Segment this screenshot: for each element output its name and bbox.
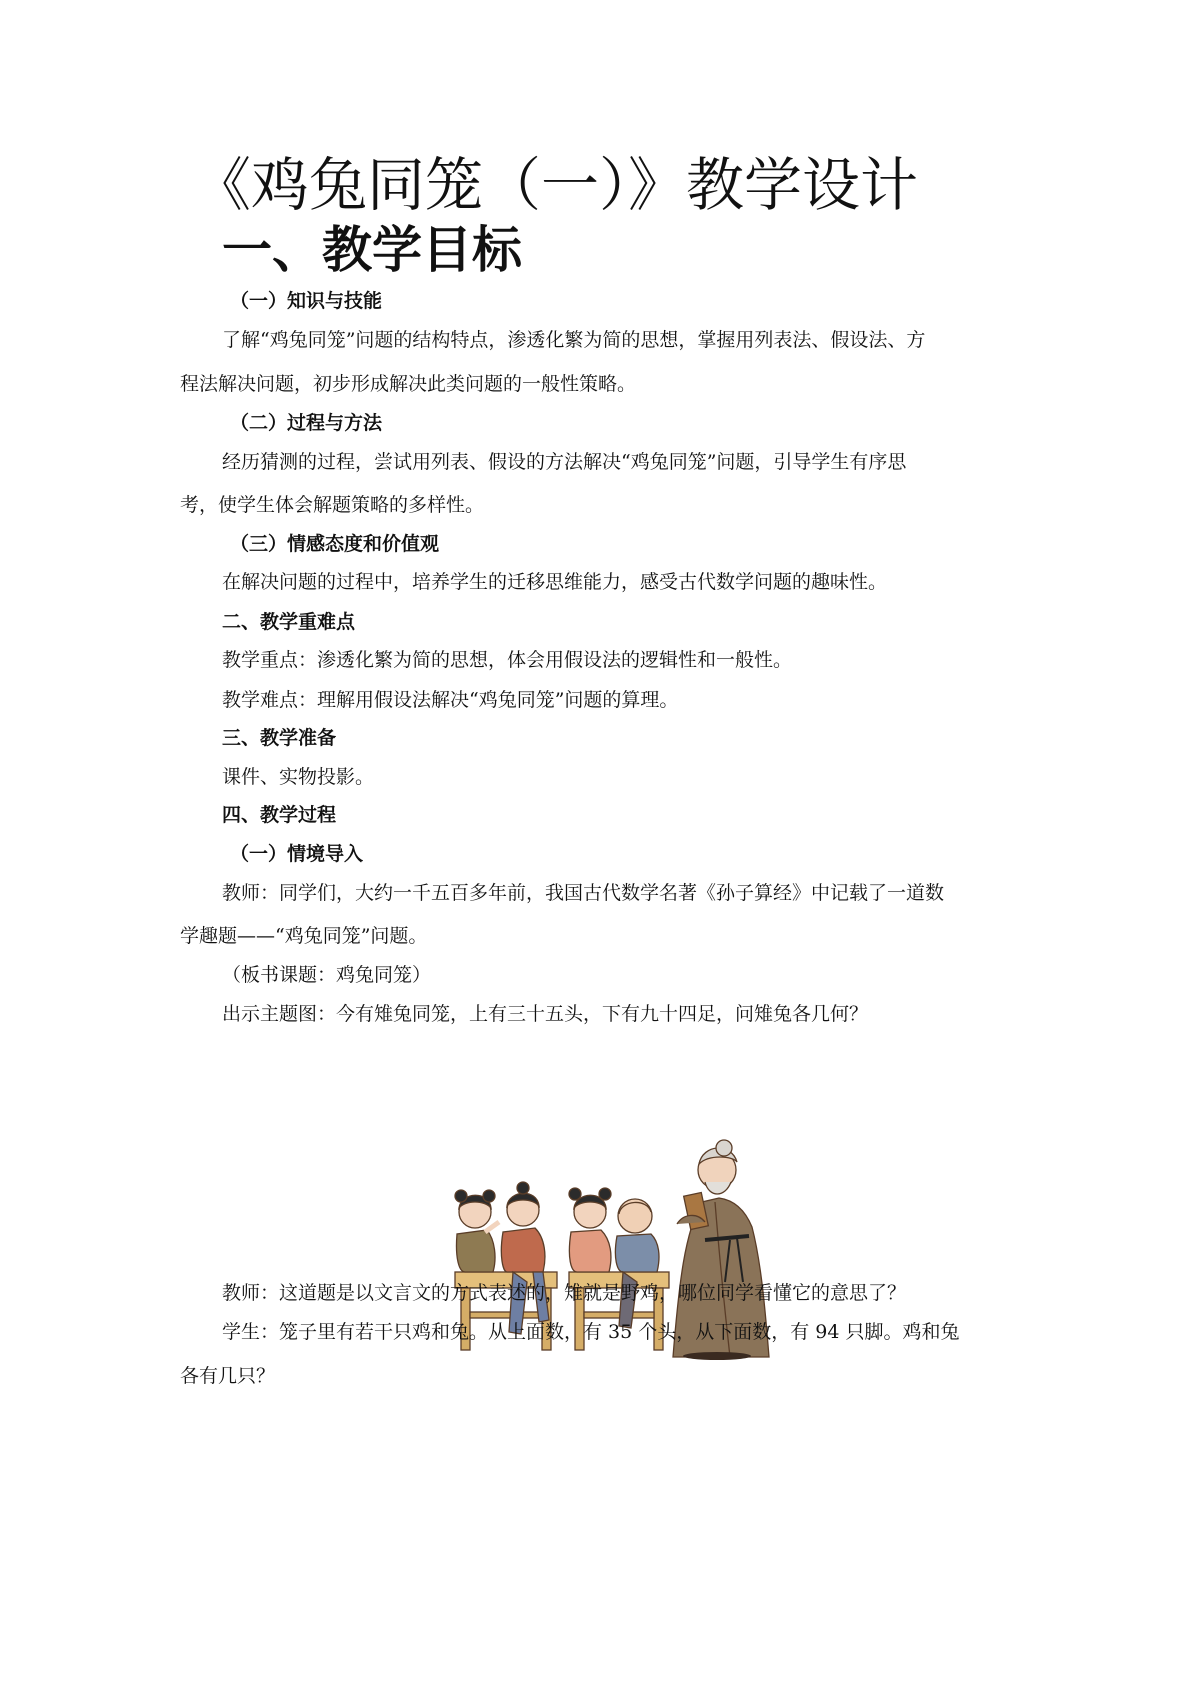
section-heading-process: 四、教学过程	[222, 804, 337, 826]
paragraph-line: 出示主题图：今有雉兔同笼，上有三十五头，下有九十四足，问雉兔各几何？	[222, 1003, 869, 1025]
paragraph-line: 经历猜测的过程，尝试用列表、假设的方法解决“鸡兔同笼”问题，引导学生有序思	[222, 451, 907, 473]
paragraph-line: 考，使学生体会解题策略的多样性。	[180, 494, 485, 516]
section-heading-objectives: 一、教学目标	[222, 220, 522, 279]
paragraph-line: 课件、实物投影。	[222, 766, 375, 788]
section-heading-preparation: 三、教学准备	[222, 727, 337, 749]
subheading-introduction: （一）情境导入	[230, 843, 364, 865]
paragraph-line: （板书课题：鸡兔同笼）	[222, 964, 432, 986]
document-title: 《鸡兔同笼（一）》教学设计	[193, 151, 919, 219]
paragraph-line: 教师：这道题是以文言文的方式表述的，雉就是野鸡，哪位同学看懂它的意思了？	[222, 1282, 907, 1304]
paragraph-line: 在解决问题的过程中，培养学生的迁移思维能力，感受古代数学问题的趣味性。	[222, 571, 888, 593]
paragraph-line: 程法解决问题，初步形成解决此类问题的一般性策略。	[180, 373, 637, 395]
subheading-knowledge-skills: （一）知识与技能	[230, 290, 383, 312]
paragraph-line: 了解“鸡兔同笼”问题的结构特点，渗透化繁为简的思想，掌握用列表法、假设法、方	[222, 329, 926, 351]
section-heading-key-points: 二、教学重难点	[222, 611, 356, 633]
paragraph-line: 教学重点：渗透化繁为简的思想，体会用假设法的逻辑性和一般性。	[222, 649, 793, 671]
subheading-attitude-values: （三）情感态度和价值观	[230, 533, 440, 555]
paragraph-line: 学趣题——“鸡兔同笼”问题。	[180, 925, 428, 947]
paragraph-line: 学生：笼子里有若干只鸡和兔。从上面数，有 35 个头，从下面数，有 94 只脚。鸡和兔	[222, 1321, 960, 1343]
subheading-process-method: （二）过程与方法	[230, 412, 383, 434]
paragraph-line: 教师：同学们，大约一千五百多年前，我国古代数学名著《孙子算经》中记载了一道数	[222, 882, 945, 904]
paragraph-line: 各有几只？	[180, 1365, 276, 1387]
paragraph-line: 教学难点：理解用假设法解决“鸡兔同笼”问题的算理。	[222, 689, 679, 711]
